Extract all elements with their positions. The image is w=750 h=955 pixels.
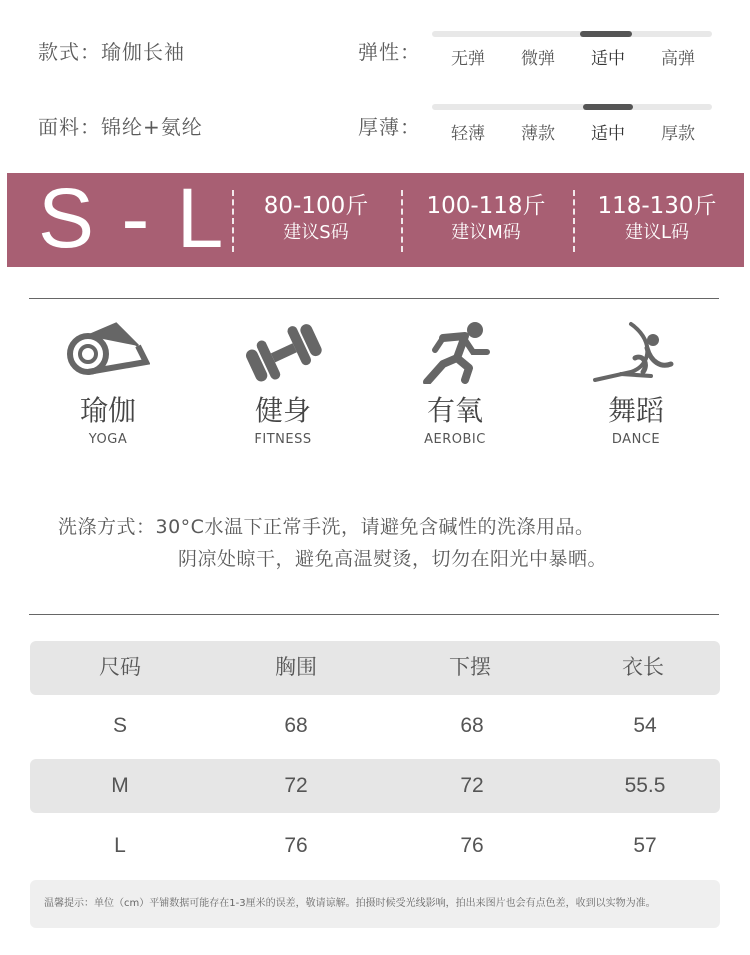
thickness-option: 薄款 bbox=[521, 124, 555, 144]
tier-weight: 100-118斤 bbox=[426, 193, 546, 219]
elasticity-option: 高弹 bbox=[661, 49, 695, 69]
activity-dance bbox=[566, 318, 706, 447]
yoga-mat-icon bbox=[66, 318, 150, 384]
table-header-cell: 尺码 bbox=[99, 656, 141, 679]
care-line-1: 洗涤方式：30°C水温下正常手洗，请避免含碱性的洗涤用品。 bbox=[58, 516, 595, 538]
table-row bbox=[30, 759, 720, 813]
table-header-cell: 下摆 bbox=[449, 656, 491, 679]
table-cell: 68 bbox=[284, 714, 308, 737]
runner-icon bbox=[413, 318, 497, 384]
dancer-icon bbox=[591, 318, 681, 384]
fabric-label: 面料：锦纶+氨纶 bbox=[38, 115, 203, 139]
elasticity-option: 无弹 bbox=[451, 49, 485, 69]
size-tier-l bbox=[572, 191, 742, 245]
activity-name: 健身 bbox=[254, 394, 311, 427]
thickness-selected-mark bbox=[583, 104, 633, 110]
table-cell: 72 bbox=[460, 774, 484, 797]
elasticity-track bbox=[432, 31, 712, 37]
thickness-option-selected: 适中 bbox=[591, 124, 625, 144]
table-cell: L bbox=[114, 834, 126, 857]
table-cell: 54 bbox=[633, 714, 657, 737]
divider-line bbox=[29, 614, 719, 615]
table-cell: 55.5 bbox=[624, 774, 666, 797]
activity-name: 有氧 bbox=[426, 394, 483, 427]
thickness-track bbox=[432, 104, 712, 110]
elasticity-option: 微弹 bbox=[521, 49, 555, 69]
divider-line bbox=[29, 298, 719, 299]
activity-name-en: AEROBIC bbox=[424, 432, 486, 447]
elasticity-option-selected: 适中 bbox=[591, 49, 625, 69]
activity-name: 瑜伽 bbox=[79, 394, 136, 427]
table-row bbox=[30, 819, 720, 873]
activity-name: 舞蹈 bbox=[607, 394, 664, 427]
tier-weight: 118-130斤 bbox=[597, 193, 717, 219]
thickness-option: 厚款 bbox=[661, 124, 695, 144]
tier-suggest: 建议L码 bbox=[624, 222, 690, 243]
table-cell: 68 bbox=[460, 714, 484, 737]
tier-suggest: 建议S码 bbox=[283, 222, 349, 243]
dumbbell-icon bbox=[241, 318, 325, 384]
table-cell: 57 bbox=[633, 834, 657, 857]
care-line-2: 阴凉处晾干，避免高温熨烫，切勿在阳光中暴晒。 bbox=[178, 548, 608, 570]
thickness-option: 轻薄 bbox=[451, 124, 485, 144]
table-header-row bbox=[30, 641, 720, 695]
elasticity-label: 弹性： bbox=[358, 40, 421, 64]
activity-aerobic bbox=[385, 318, 525, 447]
activity-yoga bbox=[38, 318, 178, 447]
table-cell: S bbox=[112, 714, 127, 737]
activity-name-en: YOGA bbox=[88, 432, 128, 447]
table-row bbox=[30, 699, 720, 753]
note-box bbox=[30, 880, 720, 928]
table-header-cell: 胸围 bbox=[275, 656, 317, 679]
tier-weight: 80-100斤 bbox=[263, 193, 369, 219]
table-cell: 72 bbox=[284, 774, 308, 797]
thickness-label: 厚薄： bbox=[358, 115, 421, 139]
table-cell: M bbox=[111, 774, 129, 797]
size-range-title: S - L bbox=[38, 171, 226, 265]
activity-name-en: FITNESS bbox=[254, 432, 312, 447]
size-tier-s bbox=[231, 191, 401, 245]
size-tier-m bbox=[401, 191, 571, 245]
table-header-cell: 衣长 bbox=[622, 656, 664, 679]
tier-suggest: 建议M码 bbox=[451, 222, 521, 243]
table-cell: 76 bbox=[284, 834, 308, 857]
style-label: 款式：瑜伽长袖 bbox=[38, 40, 185, 64]
elasticity-selected-mark bbox=[580, 31, 632, 37]
activity-name-en: DANCE bbox=[611, 432, 661, 447]
measurement-note: 温馨提示：单位（cm）平铺数据可能存在1-3厘米的误差，敬请谅解。拍摄时候受光线影响，拍出来图片也会有点色差，收到以实物为准。 bbox=[44, 898, 656, 909]
activity-fitness bbox=[213, 318, 353, 447]
table-cell: 76 bbox=[460, 834, 484, 857]
